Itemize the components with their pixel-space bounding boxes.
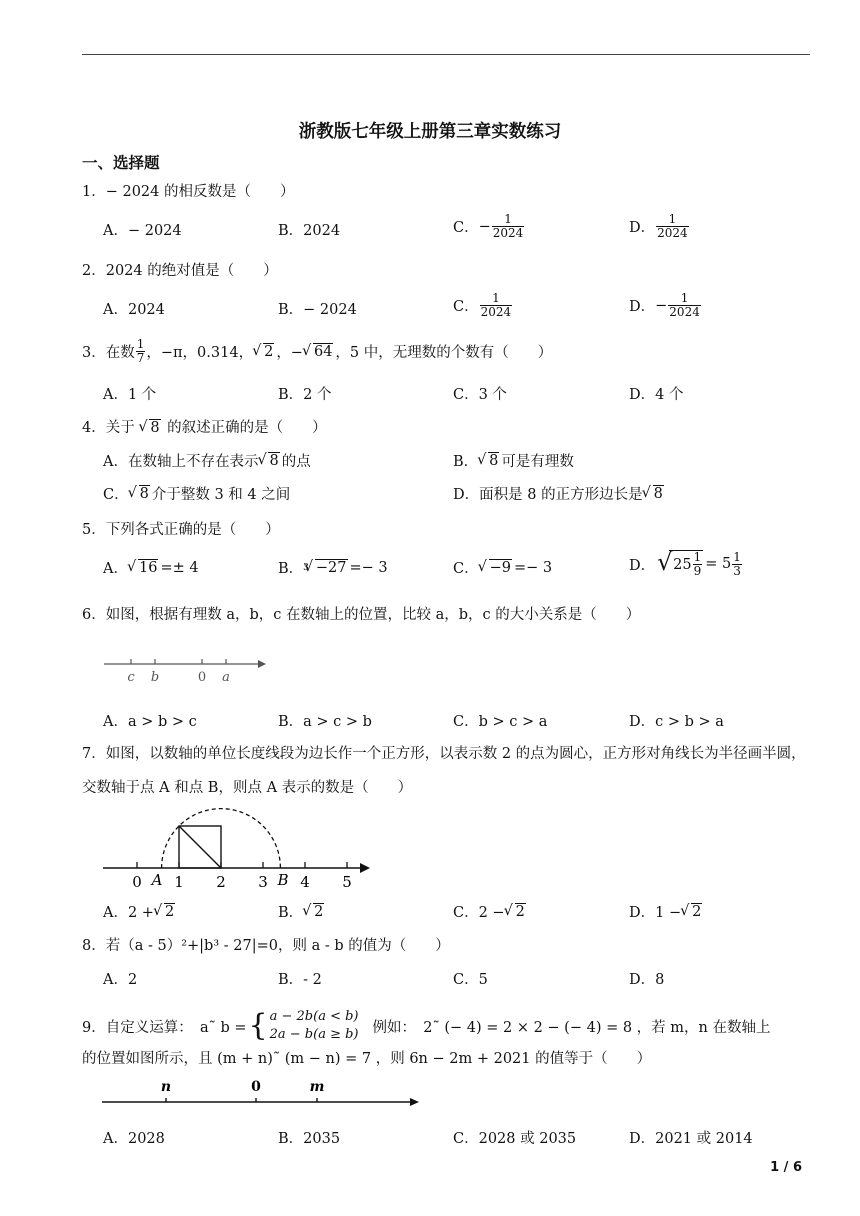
q9-option-b[interactable]: B．2035 — [278, 1131, 341, 1147]
question-1: 1．− 2024 的相反数是（ ） — [82, 184, 295, 200]
fraction: $\frac{1}{2024}$ — [492, 212, 524, 240]
q5-option-b[interactable]: B． 3 √ −27 =− 3 — [278, 557, 388, 578]
question-7: 7．如图，以数轴的单位长度线段为边长作一个正方形，以表示数 2 的点为圆心，正方形对角线长为半径画半圆，交数轴于点 A 和点 B，则点 A 表示的数是（ ） — [82, 746, 806, 796]
fig-label-1: 1 — [174, 873, 184, 891]
question-9-line-2: 的位置如图所示，且 (m + n)˜ (m − n) = 7 ，则 6n − 2m + 2021 的值等于（ ） — [82, 1051, 652, 1067]
question-4: 4．关于 √ 8 的叙述正确的是（ ） — [82, 416, 327, 437]
sqrt: √ 64 — [303, 344, 333, 360]
fig-label-a: a — [222, 670, 230, 685]
q6-option-d[interactable]: D．c > b > a — [629, 714, 724, 730]
q4-option-c[interactable]: C． √ 8 介于整数 3 和 4 之间 — [103, 483, 290, 504]
sqrt: √ −9 — [479, 560, 512, 576]
q9-number-line-figure — [100, 1075, 422, 1115]
q1-option-a[interactable]: A．− 2024 — [103, 223, 182, 239]
q6-option-a[interactable]: A．a > b > c — [103, 714, 197, 730]
option-label: D． — [629, 220, 656, 236]
q9-option-a[interactable]: A．2028 — [103, 1131, 165, 1147]
q6-option-c[interactable]: C．b > c > a — [453, 714, 548, 730]
q7-option-b[interactable]: B． √ 2 — [278, 901, 326, 922]
page-number: 1 / 6 — [770, 1160, 802, 1175]
q8-option-d[interactable]: D．8 — [629, 972, 665, 988]
q6-option-b[interactable]: B．a > c > b — [278, 714, 372, 730]
fraction: $\frac{1}{2024}$ — [669, 291, 700, 319]
q2-option-d[interactable] — [629, 292, 702, 319]
sqrt: √ 8 — [139, 420, 160, 436]
fig-label-4: 4 — [300, 873, 310, 891]
q3-option-d[interactable]: D．4 个 — [629, 387, 684, 403]
sqrt: √ 8 — [643, 486, 664, 502]
fraction: $\frac{1}{7}$ — [136, 337, 145, 365]
fig-label-n: n — [160, 1079, 172, 1095]
q7-option-c[interactable]: C．2 − √ 2 — [453, 901, 528, 922]
q1-option-b[interactable]: B．2024 — [278, 223, 341, 239]
header-rule — [82, 54, 810, 55]
section-heading: 一、选择题 — [82, 154, 160, 172]
q5-option-d[interactable]: D． √ 25 $\frac{1}{9}$ = 5 $\frac{1}{3}$ — [629, 548, 741, 578]
fraction: $\frac{1}{2024}$ — [657, 212, 688, 240]
page-title: 浙教版七年级上册第三章实数练习 — [298, 122, 562, 142]
fig-label-2: 2 — [216, 873, 226, 891]
sqrt: √ 2 — [303, 904, 324, 920]
fig-label-m: m — [309, 1079, 325, 1095]
q8-option-a[interactable]: A．2 — [103, 972, 138, 988]
q8-option-c[interactable]: C．5 — [453, 972, 488, 988]
q7-option-a[interactable]: A．2 + √ 2 — [103, 901, 177, 922]
q5-option-a[interactable]: A． √ 16 =± 4 — [103, 557, 199, 578]
question-6: 6．如图，根据有理数 a，b，c 在数轴上的位置，比较 a，b，c 的大小关系是（ ） — [82, 607, 641, 623]
root-index: 3 — [303, 562, 309, 573]
piecewise-definition: { a − 2b(a < b) 2a − b(a ≥ b) — [248, 1008, 359, 1043]
q1-option-d[interactable] — [629, 213, 690, 240]
sqrt: √ 8 — [258, 453, 279, 469]
sqrt: √ 2 — [681, 904, 702, 920]
q4-option-b[interactable]: B． √ 8 可是有理数 — [453, 450, 574, 471]
q2-option-b[interactable]: B．− 2024 — [278, 302, 357, 318]
fig-label-0: 0 — [251, 1079, 261, 1095]
q7-option-d[interactable]: D．1 − √ 2 — [629, 901, 704, 922]
q3-option-c[interactable]: C．3 个 — [453, 387, 507, 403]
sqrt-mixed: √ 25 $\frac{1}{9}$ — [657, 548, 702, 578]
option-label: C． — [453, 299, 479, 315]
q3-option-a[interactable]: A．1 个 — [103, 387, 157, 403]
question-5: 5．下列各式正确的是（ ） — [82, 522, 280, 538]
sqrt: √ 8 — [478, 453, 499, 469]
q5-option-c[interactable]: C． √ −9 =− 3 — [453, 557, 552, 578]
fig-label-5: 5 — [342, 873, 352, 891]
question-8: 8．若（a - 5）²+|b³ - 27|=0，则 a - b 的值为（ ） — [82, 938, 450, 954]
q4-option-d[interactable]: D．面积是 8 的正方形边长是 √ 8 — [453, 483, 666, 504]
fraction: $\frac{1}{2024}$ — [480, 291, 512, 319]
fig-label-B: B — [277, 871, 289, 889]
option-label: C． — [453, 220, 479, 236]
sqrt: √ 2 — [154, 904, 175, 920]
question-3: 3．在数 $\frac{1}{7}$ ，−π，0.314， √ 2 ，− √ 64 ，5 中，无理数的个数有（ ） — [82, 338, 552, 365]
question-2: 2．2024 的绝对值是（ ） — [82, 263, 278, 279]
q9-option-c[interactable]: C．2028 或 2035 — [453, 1131, 577, 1147]
q6-number-line-figure — [100, 650, 270, 690]
q4-option-a[interactable]: A．在数轴上不存在表示 √ 8 的点 — [103, 450, 311, 471]
question-9-line-1: 9．自定义运算： a˜ b = { a − 2b(a < b) 2a − b(a ≥ b) 例如： 2˜ (− 4) = 2 × 2 − (− 4) = 8 ，若 m，n 在数轴上 — [82, 1008, 771, 1043]
q1-option-c[interactable] — [453, 213, 525, 240]
minus-sign: − — [478, 218, 491, 235]
fig-label-0: 0 — [197, 670, 207, 685]
fig-label-3: 3 — [258, 873, 268, 891]
sqrt: √ 16 — [128, 560, 158, 576]
q3-option-b[interactable]: B．2 个 — [278, 387, 332, 403]
q2-option-c[interactable] — [453, 292, 513, 319]
sqrt: √ 2 — [505, 904, 526, 920]
q2-option-a[interactable]: A．2024 — [103, 302, 165, 318]
q7-number-line-figure — [100, 808, 375, 894]
fig-label-0: 0 — [132, 873, 142, 891]
sqrt: √ 2 — [253, 344, 274, 360]
cube-root: √ −27 — [305, 560, 348, 576]
fig-label-c: c — [127, 670, 135, 685]
fig-label-b: b — [150, 670, 160, 685]
q8-option-b[interactable]: B．- 2 — [278, 972, 322, 988]
q9-option-d[interactable]: D．2021 或 2014 — [629, 1131, 753, 1147]
fig-label-A: A — [151, 871, 163, 889]
option-label: D． — [629, 299, 656, 315]
minus-sign: − — [655, 297, 668, 314]
sqrt: √ 8 — [129, 486, 150, 502]
